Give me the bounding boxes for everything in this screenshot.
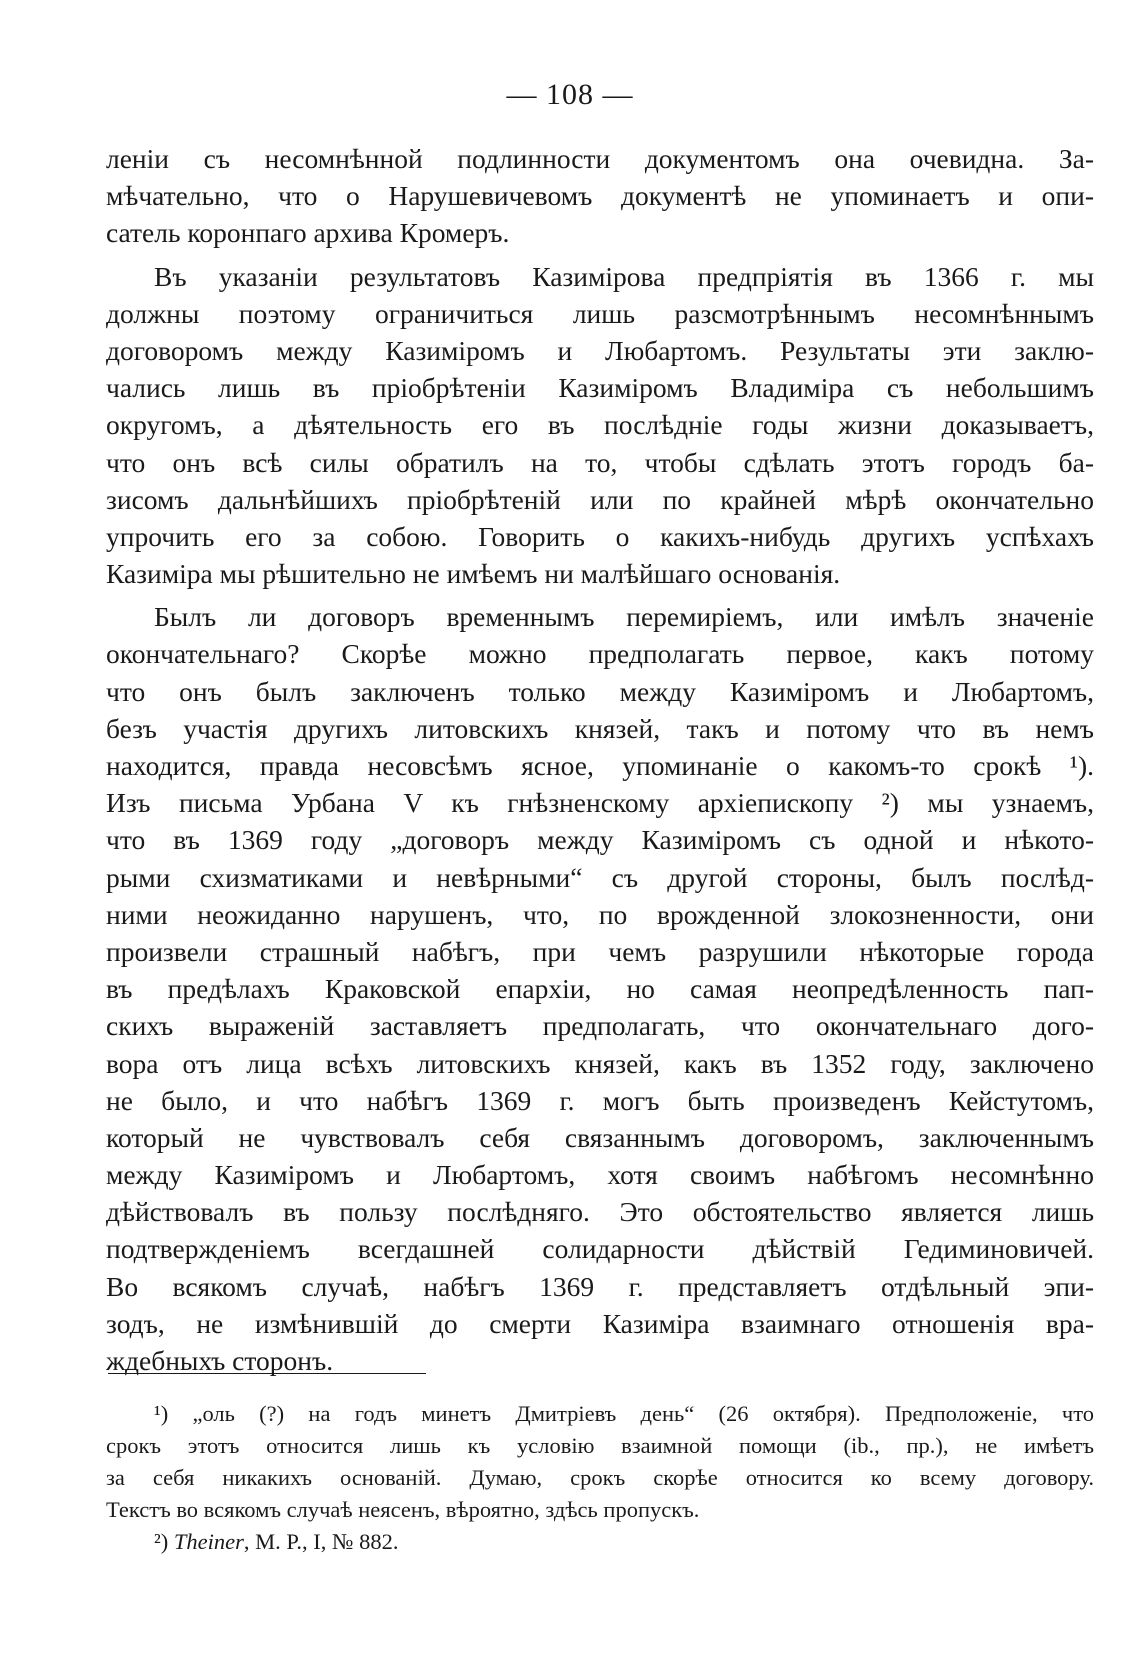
text-line: сатель коронпаго архива Кромеръ. <box>106 217 510 249</box>
text-line: произвели страшный набѣгъ, при чемъ разрушили нѣкоторые города <box>106 935 1094 967</box>
text-line: Былъ ли договоръ временнымъ перемиріемъ, или имѣлъ значеніе <box>154 601 1094 633</box>
footnote-2-author: Theiner <box>173 1529 244 1554</box>
text-line: который не чувствовалъ себя связаннымъ договоромъ, заключеннымъ <box>106 1121 1094 1153</box>
footnotes <box>106 1398 1094 1558</box>
text-line: ждебныхъ сторонъ. <box>106 1345 334 1376</box>
footnote-1-line: Текстъ во всякомъ случаѣ неясенъ, вѣроятно, здѣсь пропускъ. <box>106 1497 700 1522</box>
text-line: безъ участія другихъ литовскихъ князей, такъ и потому что въ немъ <box>106 712 1094 744</box>
text-line: леніи съ несомнѣнной подлинности документомъ она очевидна. За- <box>106 143 1094 174</box>
text-line: округомъ, а дѣятельность его въ послѣдніе годы жизни доказываетъ, <box>106 409 1094 441</box>
text-line: находится, правда несовсѣмъ ясное, упоминаніе о какомъ-то срокѣ ¹). <box>106 750 1094 781</box>
text-line: зисомъ дальнѣйшихъ пріобрѣтеній или по крайней мѣрѣ окончательно <box>106 483 1094 515</box>
text-line: упрочить его за собою. Говорить о какихъ-нибудь другихъ успѣхахъ <box>106 520 1094 552</box>
text-line: мѣчательно, что о Нарушевичевомъ документѣ не упоминаетъ и опи- <box>106 180 1094 212</box>
page-number: — 108 — <box>506 78 634 111</box>
footnote-2-marker: ²) <box>154 1529 169 1554</box>
text-line: въ предѣлахъ Краковской епархіи, но самая неопредѣленность пап- <box>106 973 1094 1005</box>
text-line: что онъ былъ заключенъ только между Казиміромъ и Любартомъ, <box>106 675 1094 707</box>
footnote-1-line: за себя никакихъ основаній. Думаю, срокъ скорѣе относится ко всему договору. <box>106 1465 1094 1490</box>
text-line: Въ указаніи результатовъ Казимірова предпріятія въ 1366 г. мы <box>154 260 1094 292</box>
text-line: вора отъ лица всѣхъ литовскихъ князей, какъ въ 1352 году, заключено <box>106 1047 1094 1079</box>
text-line: Изъ письма Урбана V къ гнѣзненскому архіепископу ²) мы узнаемъ, <box>106 787 1094 819</box>
text-line: договоромъ между Казиміромъ и Любартомъ. Результаты эти заклю- <box>106 334 1094 366</box>
text-line: окончательнаго? Скорѣе можно предполагать первое, какъ потому <box>106 638 1094 670</box>
text-line: подтвержденіемъ всегдашней солидарности дѣйствій Гедиминовичей. <box>106 1233 1094 1265</box>
footnote-1-line: ¹) „оль (?) на годъ минетъ Дмитріевъ день“ (26 октября). Предположеніе, что <box>154 1401 1094 1426</box>
footnote-1-line: срокъ этотъ относится лишь къ условію взаимной помощи (ib., пр.), не имѣетъ <box>106 1433 1094 1458</box>
text-line: чались лишь въ пріобрѣтеніи Казиміромъ Владиміра съ небольшимъ <box>106 372 1094 404</box>
text-line: дѣйствовалъ въ пользу послѣдняго. Это обстоятельство является лишь <box>106 1196 1094 1228</box>
footnote-divider <box>108 1373 426 1374</box>
text-line: должны поэтому ограничиться лишь разсмотрѣннымъ несомнѣннымъ <box>106 297 1094 329</box>
text-line: ними неожиданно нарушенъ, что, по врожденной злокозненности, они <box>106 898 1094 930</box>
text-line: скихъ выраженій заставляетъ предполагать, что окончательнаго дого- <box>106 1010 1094 1042</box>
text-line: зодъ, не измѣнившій до смерти Казиміра взаимнаго отношенія вра- <box>106 1307 1094 1339</box>
text-line: между Казиміромъ и Любартомъ, хотя своимъ набѣгомъ несомнѣнно <box>106 1159 1094 1191</box>
footnote-2-citation: , M. P., I, № 882. <box>243 1529 399 1554</box>
text-line: что онъ всѣ силы обратилъ на то, чтобы сдѣлать этотъ городъ ба- <box>106 446 1094 478</box>
text-line: Во всякомъ случаѣ, набѣгъ 1369 г. представляетъ отдѣльный эпи- <box>106 1270 1094 1302</box>
text-line: рыми схизматиками и невѣрными“ съ другой стороны, былъ послѣд- <box>106 861 1094 893</box>
footnote-2 <box>106 1526 1094 1558</box>
main-text <box>106 140 1094 1379</box>
text-line: Казиміра мы рѣшительно не имѣемъ ни малѣйшаго основанія. <box>106 558 841 590</box>
text-line: что въ 1369 году „договоръ между Казиміромъ съ одной и нѣкото- <box>106 824 1094 856</box>
text-line: не было, и что набѣгъ 1369 г. могъ быть произведенъ Кейстутомъ, <box>106 1084 1094 1116</box>
